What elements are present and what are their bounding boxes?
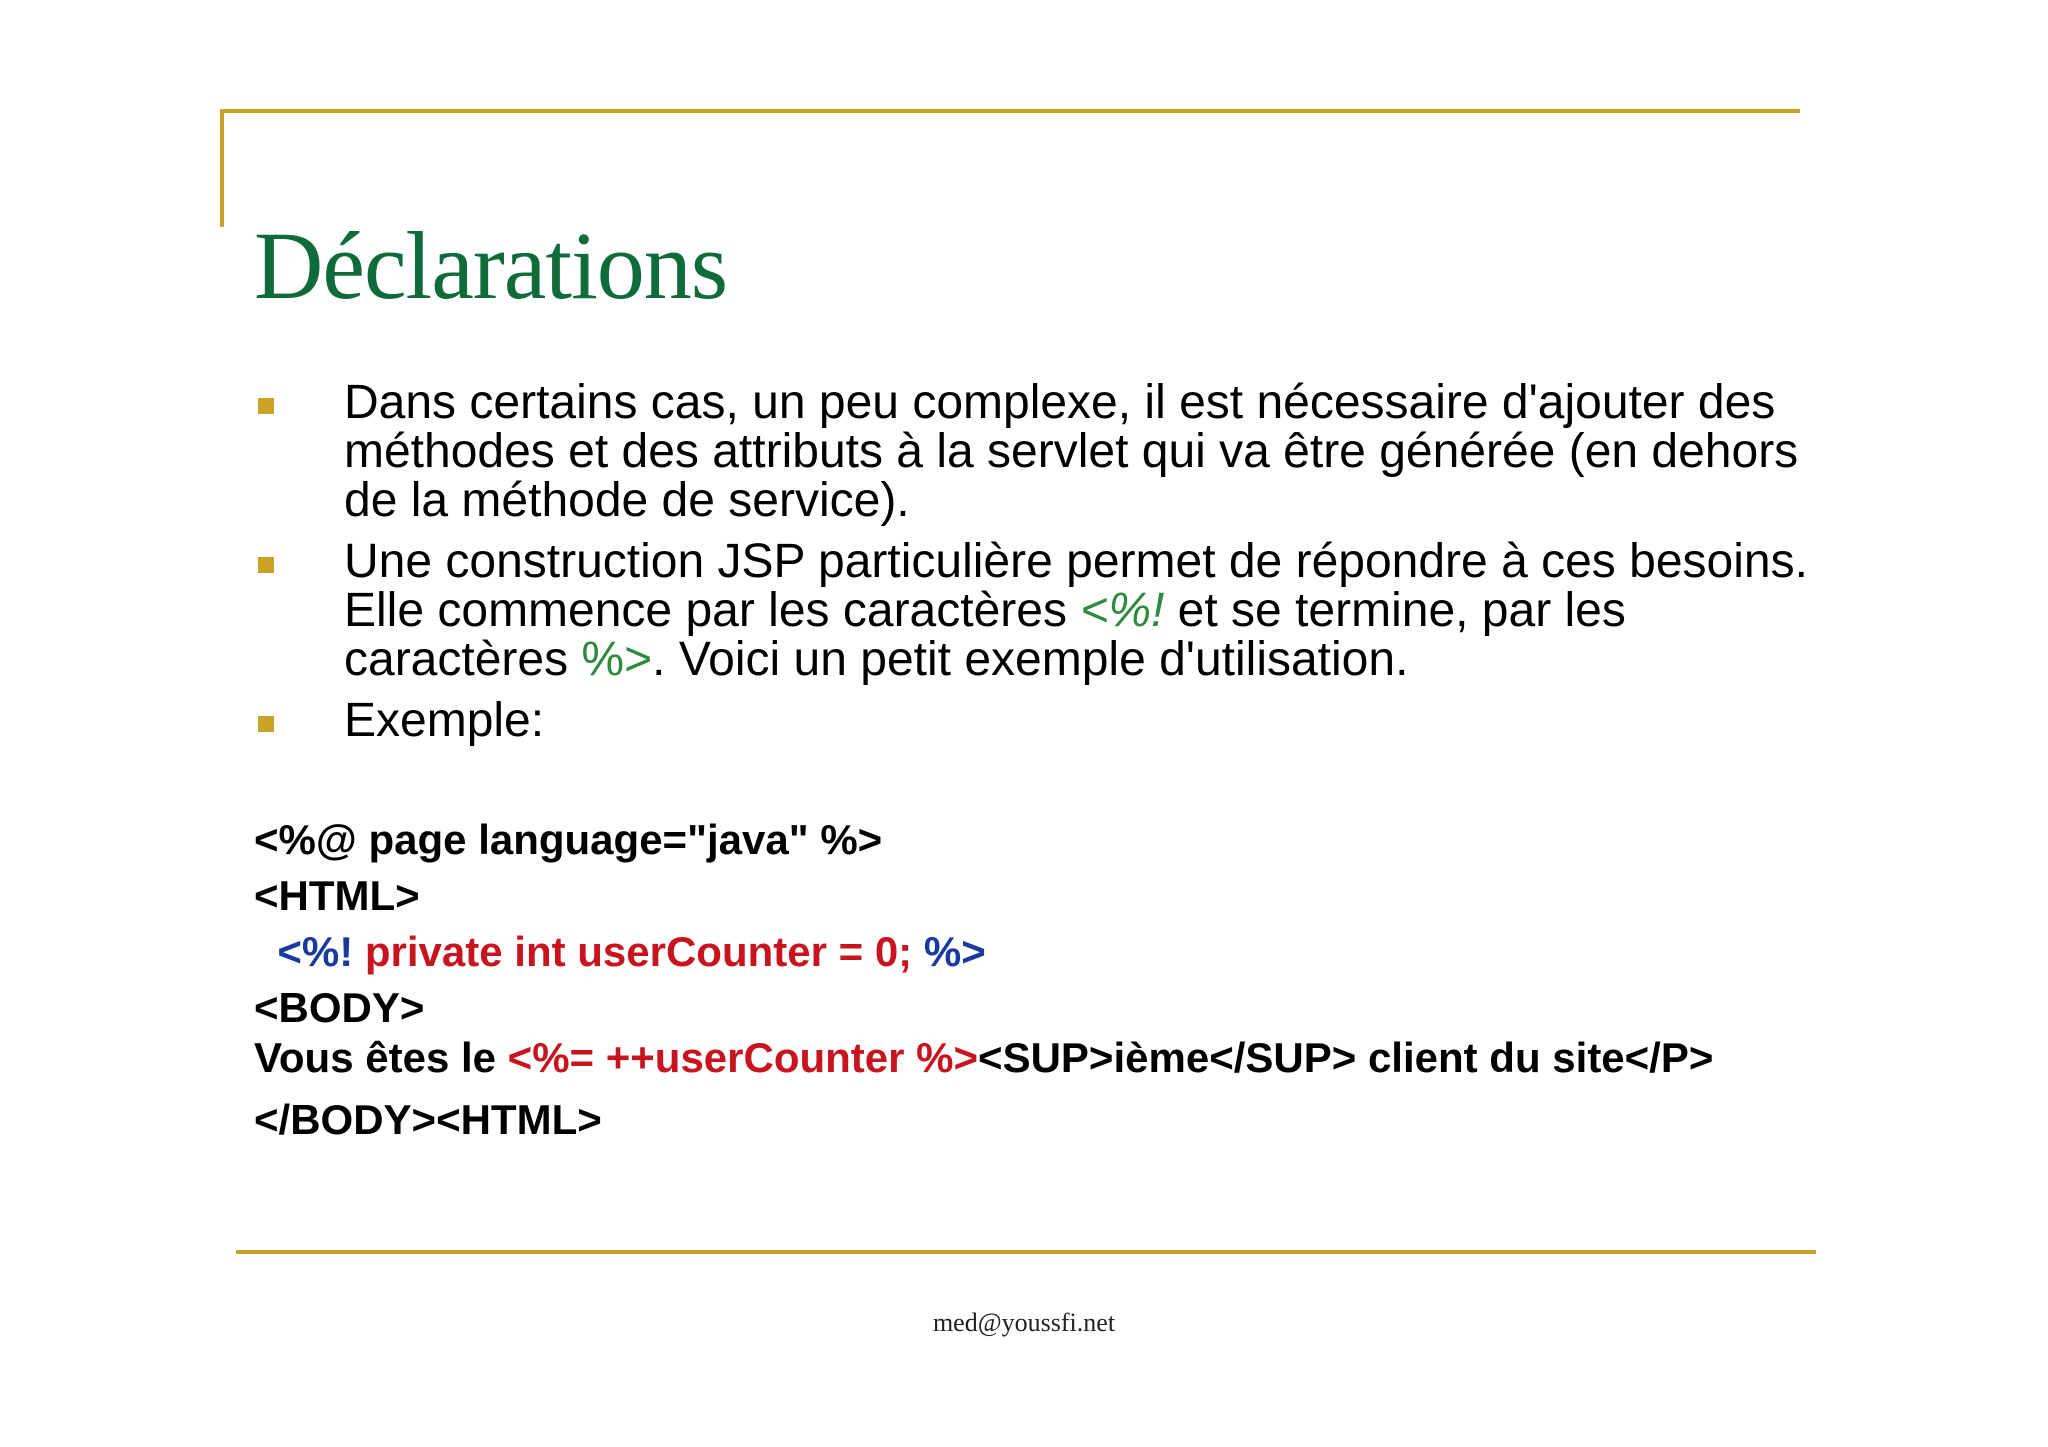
jsp-declaration-open: <%! xyxy=(277,928,354,975)
code-line: </BODY><HTML> xyxy=(254,1096,602,1143)
square-bullet-icon xyxy=(258,716,274,732)
bullet-text: Dans certains cas, un peu complexe, il est nécessaire d'ajouter des méthodes et des attributs à la servlet qui va être générée (en dehors de la méthode de service). xyxy=(344,376,1799,527)
top-rule xyxy=(220,109,1800,113)
square-bullet-icon xyxy=(258,557,274,573)
jsp-open-tag: <%! xyxy=(1080,584,1165,637)
square-bullet-icon xyxy=(258,398,274,414)
slide-title: Déclarations xyxy=(254,212,728,319)
bullet-list xyxy=(254,378,1814,757)
bullet-text: et se termine, par les caractères xyxy=(344,584,1626,686)
jsp-close-tag: %> xyxy=(581,633,653,686)
code-line: <%@ page language="java" %> xyxy=(254,816,883,863)
bullet-text: Une construction JSP particulière permet de répondre à ces besoins. Elle commence par les caractères xyxy=(344,535,1808,637)
bullet-text: . Voici un petit exemple d'utilisation. xyxy=(652,633,1409,686)
jsp-declaration-body: private int userCounter = 0; xyxy=(353,928,924,975)
footer-email: med@youssfi.net xyxy=(932,1308,1116,1337)
jsp-expression: <%= ++userCounter %> xyxy=(507,1034,979,1081)
code-example xyxy=(254,812,1814,1148)
bullet-item xyxy=(254,378,1814,525)
jsp-declaration-close: %> xyxy=(923,928,986,975)
code-text: Vous êtes le xyxy=(254,1034,508,1081)
code-line: <BODY> xyxy=(254,984,425,1031)
code-line xyxy=(254,924,1814,980)
bullet-text: Exemple: xyxy=(344,694,545,747)
code-text: <SUP>ième</SUP> client du site</P> xyxy=(978,1034,1714,1081)
left-rule xyxy=(220,109,224,227)
bottom-rule xyxy=(236,1250,1816,1254)
bullet-item xyxy=(254,537,1814,684)
code-line: <HTML> xyxy=(254,872,420,919)
bullet-item xyxy=(254,696,1814,745)
code-line xyxy=(254,1036,1814,1080)
